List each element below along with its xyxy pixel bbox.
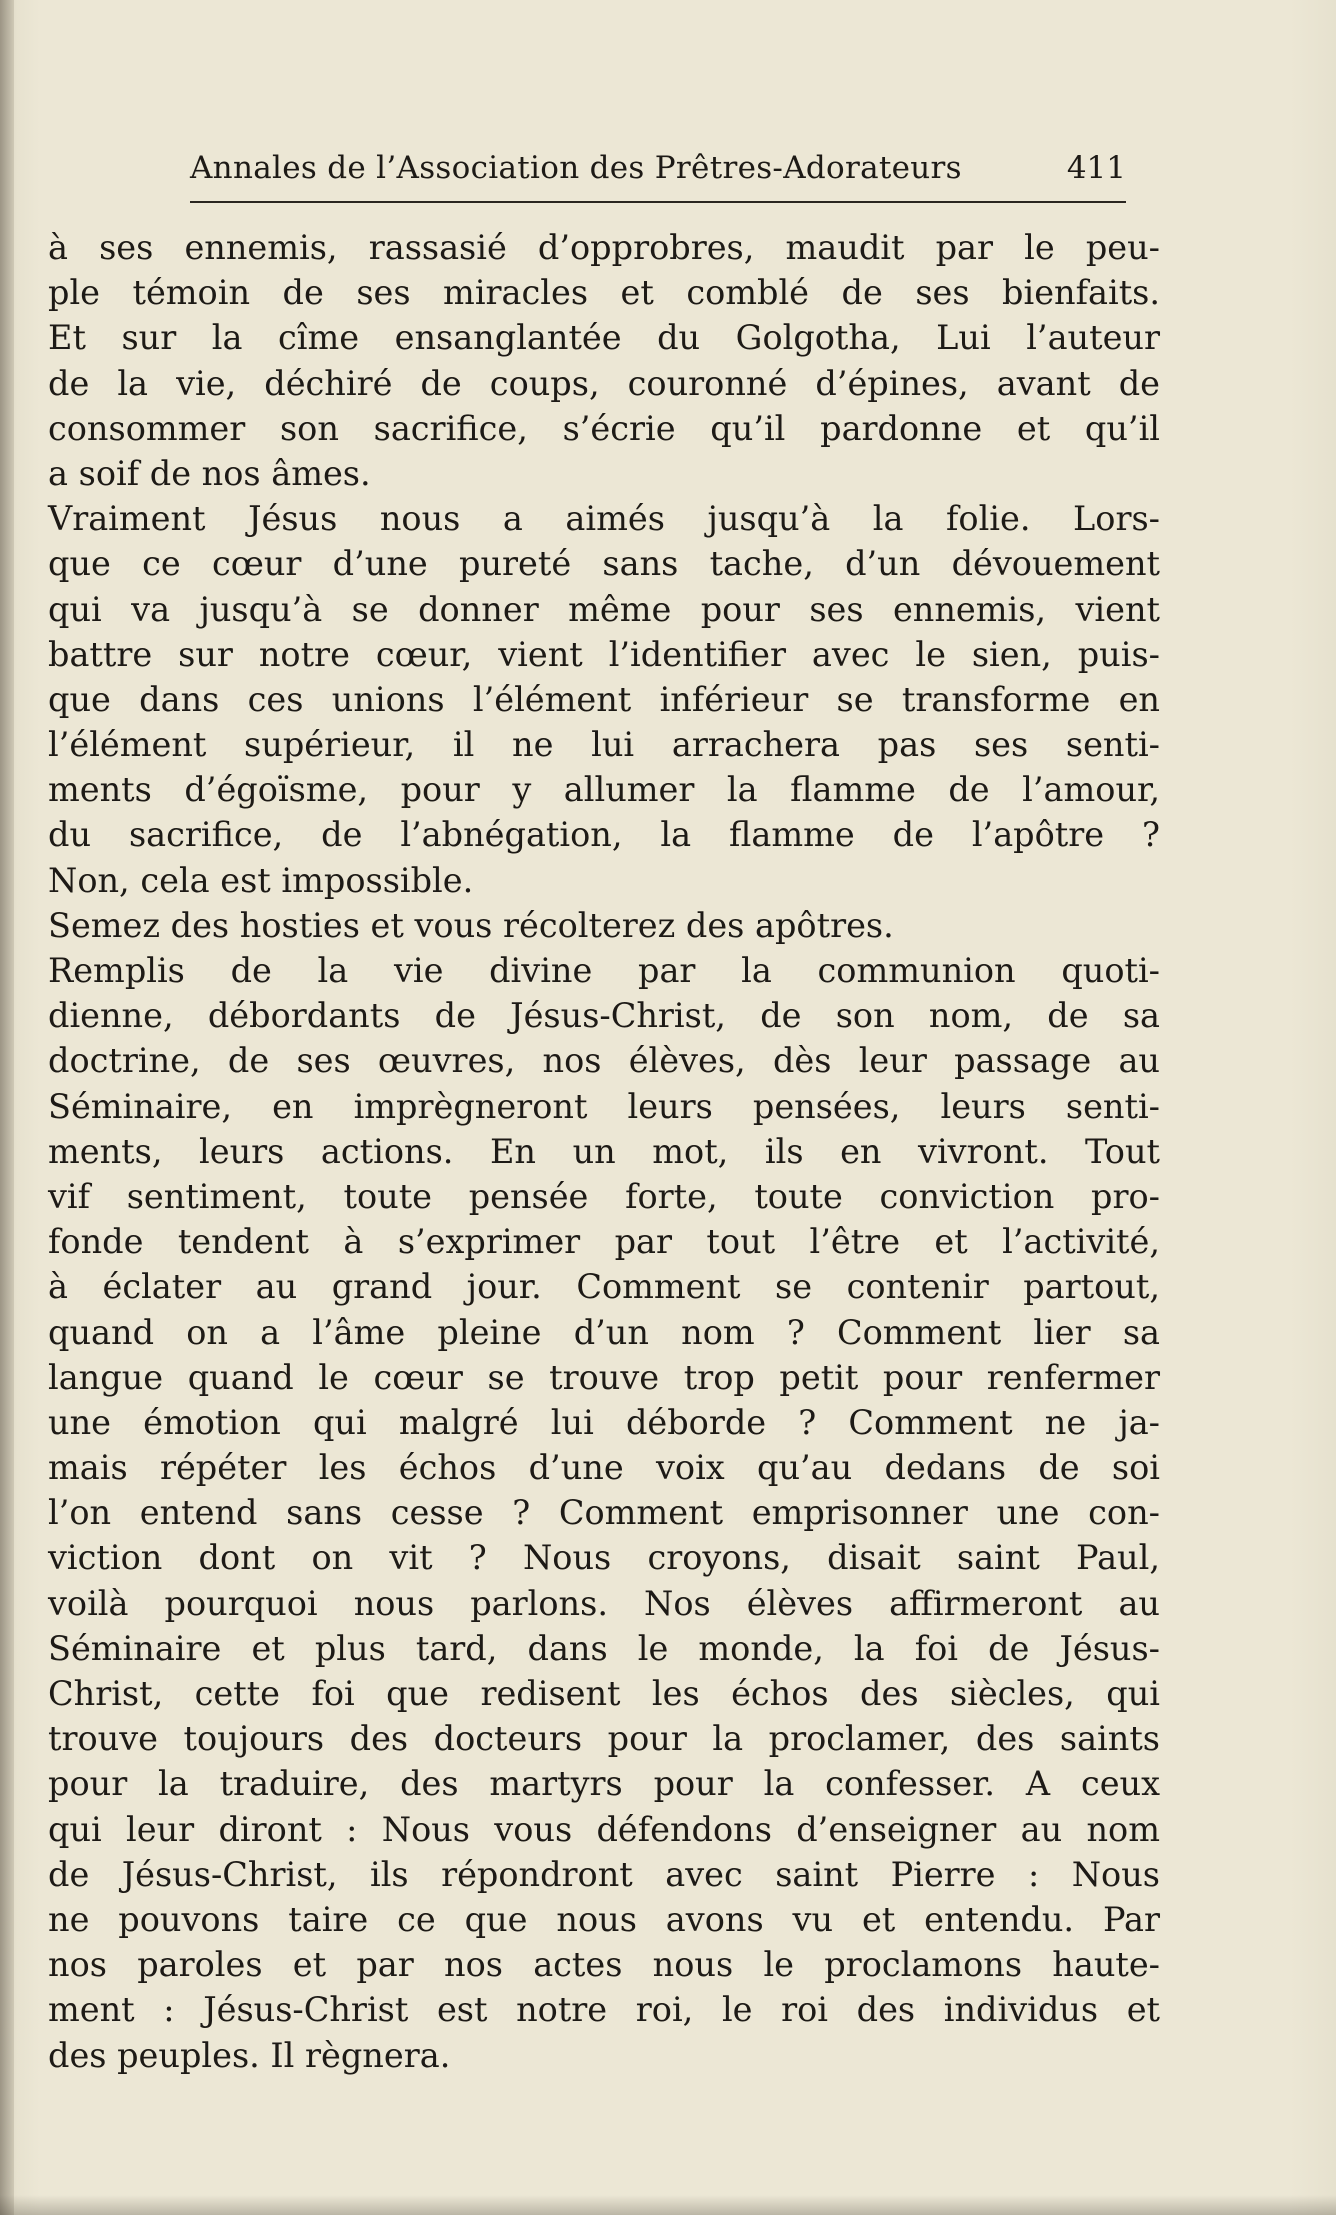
- running-head: [190, 150, 1126, 194]
- text-line: l’élément supérieur, il ne lui arrachera pas ses senti-: [48, 725, 1160, 765]
- text-line: qui va jusqu’à se donner même pour ses ennemis, vient: [48, 589, 1160, 629]
- page-number: 411: [1066, 150, 1126, 186]
- text-line: de la vie, déchiré de coups, couronné d’épines, avant de: [48, 363, 1160, 403]
- text-line: l’on entend sans cesse ? Comment emprisonner une con-: [48, 1493, 1160, 1533]
- text-line: ments d’égoïsme, pour y allumer la flamme de l’amour,: [48, 770, 1160, 810]
- page-bottom-shadow: [0, 2195, 1336, 2215]
- text-line: viction dont on vit ? Nous croyons, disait saint Paul,: [48, 1538, 1160, 1578]
- text-line: Vraiment Jésus nous a aimés jusqu’à la folie. Lors-: [48, 499, 1160, 539]
- page-binding-edge: [0, 0, 14, 2215]
- text-line: dienne, débordants de Jésus-Christ, de son nom, de sa: [48, 996, 1160, 1036]
- text-line: langue quand le cœur se trouve trop petit pour renfermer: [48, 1357, 1160, 1397]
- text-line: Séminaire et plus tard, dans le monde, la foi de Jésus-: [48, 1628, 1160, 1668]
- text-line: ple témoin de ses miracles et comblé de ses bienfaits.: [48, 273, 1160, 313]
- text-line: à ses ennemis, rassasié d’opprobres, maudit par le peu-: [48, 228, 1160, 267]
- text-line: consommer son sacrifice, s’écrie qu’il pardonne et qu’il: [48, 408, 1160, 448]
- text-line: que dans ces unions l’élément inférieur se transforme en: [48, 679, 1160, 719]
- text-line: fonde tendent à s’exprimer par tout l’être et l’activité,: [48, 1222, 1160, 1262]
- text-line: pour la traduire, des martyrs pour la confesser. A ceux: [48, 1764, 1160, 1804]
- text-line: Et sur la cîme ensanglantée du Golgotha, Lui l’auteur: [48, 318, 1160, 358]
- text-line: de Jésus-Christ, ils répondront avec saint Pierre : Nous: [48, 1854, 1160, 1894]
- text-line: nos paroles et par nos actes nous le proclamons haute-: [48, 1945, 1160, 1985]
- text-line: quand on a l’âme pleine d’un nom ? Comment lier sa: [48, 1312, 1160, 1352]
- text-line: Semez des hosties et vous récolterez des apôtres.: [48, 905, 894, 945]
- text-line: du sacrifice, de l’abnégation, la flamme de l’apôtre ?: [48, 815, 1160, 855]
- text-line: Séminaire, en imprègneront leurs pensées, leurs senti-: [48, 1086, 1160, 1126]
- text-line: une émotion qui malgré lui déborde ? Comment ne ja-: [48, 1402, 1160, 1442]
- text-line: Remplis de la vie divine par la communion quoti-: [48, 951, 1160, 990]
- text-line: trouve toujours des docteurs pour la proclamer, des saints: [48, 1719, 1160, 1759]
- text-line: mais répéter les échos d’une voix qu’au dedans de soi: [48, 1448, 1160, 1488]
- text-line: des peuples. Il règnera.: [48, 2035, 451, 2075]
- text-line: voilà pourquoi nous parlons. Nos élèves affirmeront au: [48, 1583, 1160, 1623]
- text-line: ne pouvons taire ce que nous avons vu et entendu. Par: [48, 1899, 1160, 1939]
- text-line: doctrine, de ses œuvres, nos élèves, dès leur passage au: [48, 1041, 1160, 1081]
- text-line: qui leur diront : Nous vous défendons d’enseigner au nom: [48, 1809, 1160, 1849]
- text-line: a soif de nos âmes.: [48, 453, 371, 493]
- header-rule: [190, 201, 1126, 203]
- text-line: à éclater au grand jour. Comment se contenir partout,: [48, 1267, 1160, 1307]
- body-text: [48, 225, 1160, 2078]
- text-line: Non, cela est impossible.: [48, 860, 474, 900]
- text-line: ments, leurs actions. En un mot, ils en vivront. Tout: [48, 1131, 1160, 1171]
- text-line: que ce cœur d’une pureté sans tache, d’un dévouement: [48, 544, 1160, 584]
- text-line: battre sur notre cœur, vient l’identifier avec le sien, puis-: [48, 634, 1160, 674]
- text-line: vif sentiment, toute pensée forte, toute conviction pro-: [48, 1176, 1160, 1216]
- running-title: Annales de l’Association des Prêtres-Adorateurs: [190, 150, 962, 186]
- text-line: Christ, cette foi que redisent les échos des siècles, qui: [48, 1674, 1160, 1713]
- text-line: ment : Jésus-Christ est notre roi, le roi des individus et: [48, 1990, 1160, 2030]
